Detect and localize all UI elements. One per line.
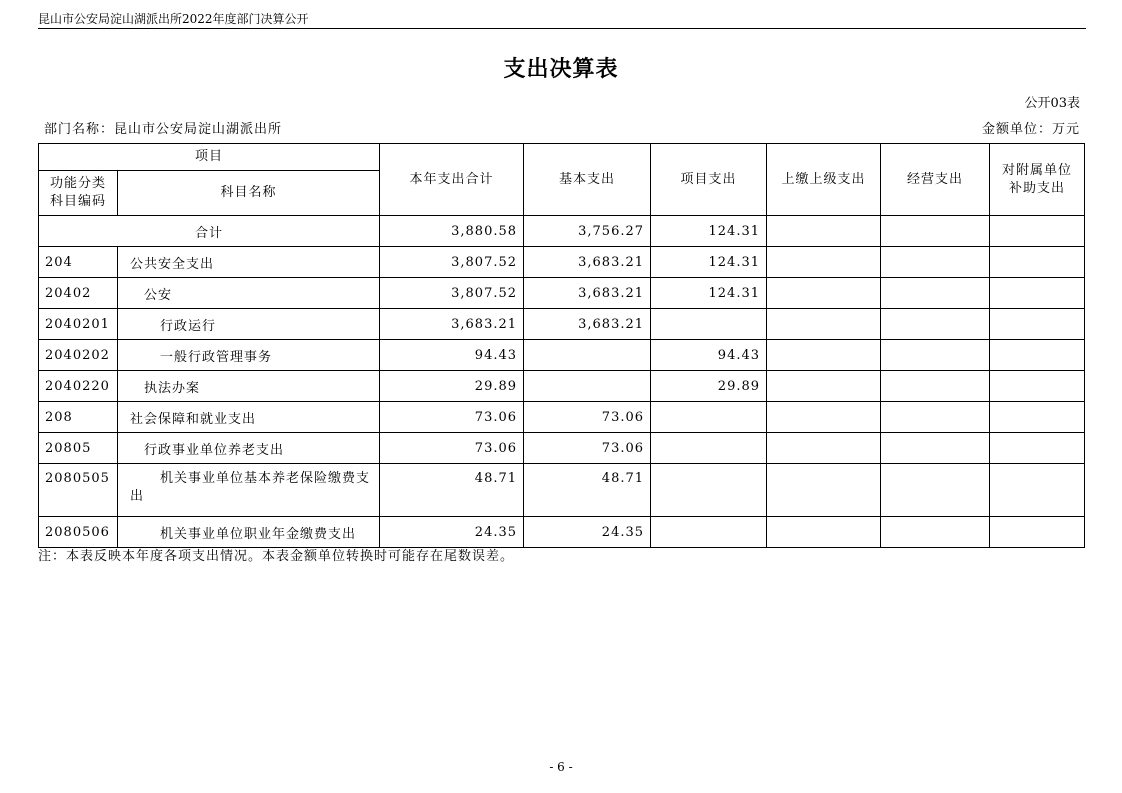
row-project	[651, 517, 767, 548]
row-name: 公共安全支出	[118, 247, 380, 278]
row-business	[881, 247, 990, 278]
row-name: 一般行政管理事务	[118, 340, 380, 371]
row-subsidy	[990, 309, 1085, 340]
row-basic: 48.71	[524, 464, 651, 517]
row-project	[651, 309, 767, 340]
dept-info-row	[44, 121, 1080, 139]
total-row	[39, 216, 1085, 247]
row-project: 124.31	[651, 278, 767, 309]
col-header-upper: 上缴上级支出	[767, 144, 881, 216]
table-row	[39, 340, 1085, 371]
row-upper	[767, 278, 881, 309]
row-name: 公安	[118, 278, 380, 309]
row-upper	[767, 464, 881, 517]
row-subsidy	[990, 402, 1085, 433]
row-name: 机关事业单位基本养老保险缴费支出	[118, 464, 380, 517]
row-code: 2080506	[39, 517, 118, 548]
row-basic: 73.06	[524, 433, 651, 464]
table-row	[39, 517, 1085, 548]
amount-unit: 金额单位：万元	[981, 122, 1080, 137]
page-title: 支出决算表	[503, 57, 619, 82]
row-upper	[767, 402, 881, 433]
col-header-basic: 基本支出	[524, 144, 651, 216]
row-business	[881, 371, 990, 402]
table-note: 注：本表反映本年度各项支出情况。本表金额单位转换时可能存在尾数误差。	[38, 549, 515, 564]
row-business	[881, 340, 990, 371]
row-subsidy	[990, 433, 1085, 464]
total-subsidy	[990, 216, 1085, 247]
row-business	[881, 517, 990, 548]
row-total: 48.71	[380, 464, 524, 517]
row-basic	[524, 340, 651, 371]
row-project: 124.31	[651, 247, 767, 278]
row-total: 29.89	[380, 371, 524, 402]
total-basic: 3,756.27	[524, 216, 651, 247]
row-total: 3,807.52	[380, 278, 524, 309]
table-row	[39, 464, 1085, 517]
row-upper	[767, 371, 881, 402]
row-basic: 24.35	[524, 517, 651, 548]
row-business	[881, 309, 990, 340]
row-business	[881, 402, 990, 433]
row-total: 73.06	[380, 402, 524, 433]
row-basic: 3,683.21	[524, 278, 651, 309]
row-upper	[767, 340, 881, 371]
row-subsidy	[990, 517, 1085, 548]
col-header-subject-name: 科目名称	[118, 171, 380, 216]
row-basic	[524, 371, 651, 402]
department-name: 部门名称：昆山市公安局淀山湖派出所	[44, 122, 283, 137]
table-row	[39, 309, 1085, 340]
row-subsidy	[990, 278, 1085, 309]
row-code: 20805	[39, 433, 118, 464]
expenditure-table	[38, 143, 1085, 548]
row-code: 2040201	[39, 309, 118, 340]
row-subsidy	[990, 464, 1085, 517]
row-subsidy	[990, 340, 1085, 371]
total-total: 3,880.58	[380, 216, 524, 247]
row-upper	[767, 247, 881, 278]
row-project	[651, 433, 767, 464]
row-total: 3,807.52	[380, 247, 524, 278]
table-row	[39, 433, 1085, 464]
row-name: 机关事业单位职业年金缴费支出	[118, 517, 380, 548]
row-name: 行政运行	[118, 309, 380, 340]
total-label: 合计	[39, 216, 380, 247]
row-business	[881, 433, 990, 464]
table-code: 公开03表	[1024, 96, 1080, 111]
total-business	[881, 216, 990, 247]
table-row	[39, 371, 1085, 402]
row-total: 24.35	[380, 517, 524, 548]
row-code: 208	[39, 402, 118, 433]
row-project	[651, 464, 767, 517]
row-project: 29.89	[651, 371, 767, 402]
table-row	[39, 402, 1085, 433]
table-row	[39, 278, 1085, 309]
row-project: 94.43	[651, 340, 767, 371]
row-code: 2040220	[39, 371, 118, 402]
row-code: 2040202	[39, 340, 118, 371]
col-header-project: 项目	[39, 144, 380, 171]
row-subsidy	[990, 371, 1085, 402]
row-name: 社会保障和就业支出	[118, 402, 380, 433]
row-upper	[767, 309, 881, 340]
total-upper	[767, 216, 881, 247]
header-row-1	[39, 144, 1085, 171]
row-code: 20402	[39, 278, 118, 309]
row-total: 73.06	[380, 433, 524, 464]
row-code: 204	[39, 247, 118, 278]
row-name: 行政事业单位养老支出	[118, 433, 380, 464]
document-header: 昆山市公安局淀山湖派出所2022年度部门决算公开	[38, 10, 1086, 29]
col-header-func-code: 功能分类科目编码	[39, 171, 118, 216]
col-header-business: 经营支出	[881, 144, 990, 216]
row-total: 3,683.21	[380, 309, 524, 340]
col-header-subsidy: 对附属单位补助支出	[990, 144, 1085, 216]
row-business	[881, 278, 990, 309]
row-project	[651, 402, 767, 433]
row-basic: 73.06	[524, 402, 651, 433]
col-header-project-exp: 项目支出	[651, 144, 767, 216]
row-basic: 3,683.21	[524, 247, 651, 278]
row-code: 2080505	[39, 464, 118, 517]
total-project: 124.31	[651, 216, 767, 247]
row-basic: 3,683.21	[524, 309, 651, 340]
row-business	[881, 464, 990, 517]
page-number: - 6 -	[549, 760, 573, 774]
row-total: 94.43	[380, 340, 524, 371]
row-upper	[767, 433, 881, 464]
row-name: 执法办案	[118, 371, 380, 402]
col-header-total: 本年支出合计	[380, 144, 524, 216]
table-row	[39, 247, 1085, 278]
row-subsidy	[990, 247, 1085, 278]
row-upper	[767, 517, 881, 548]
